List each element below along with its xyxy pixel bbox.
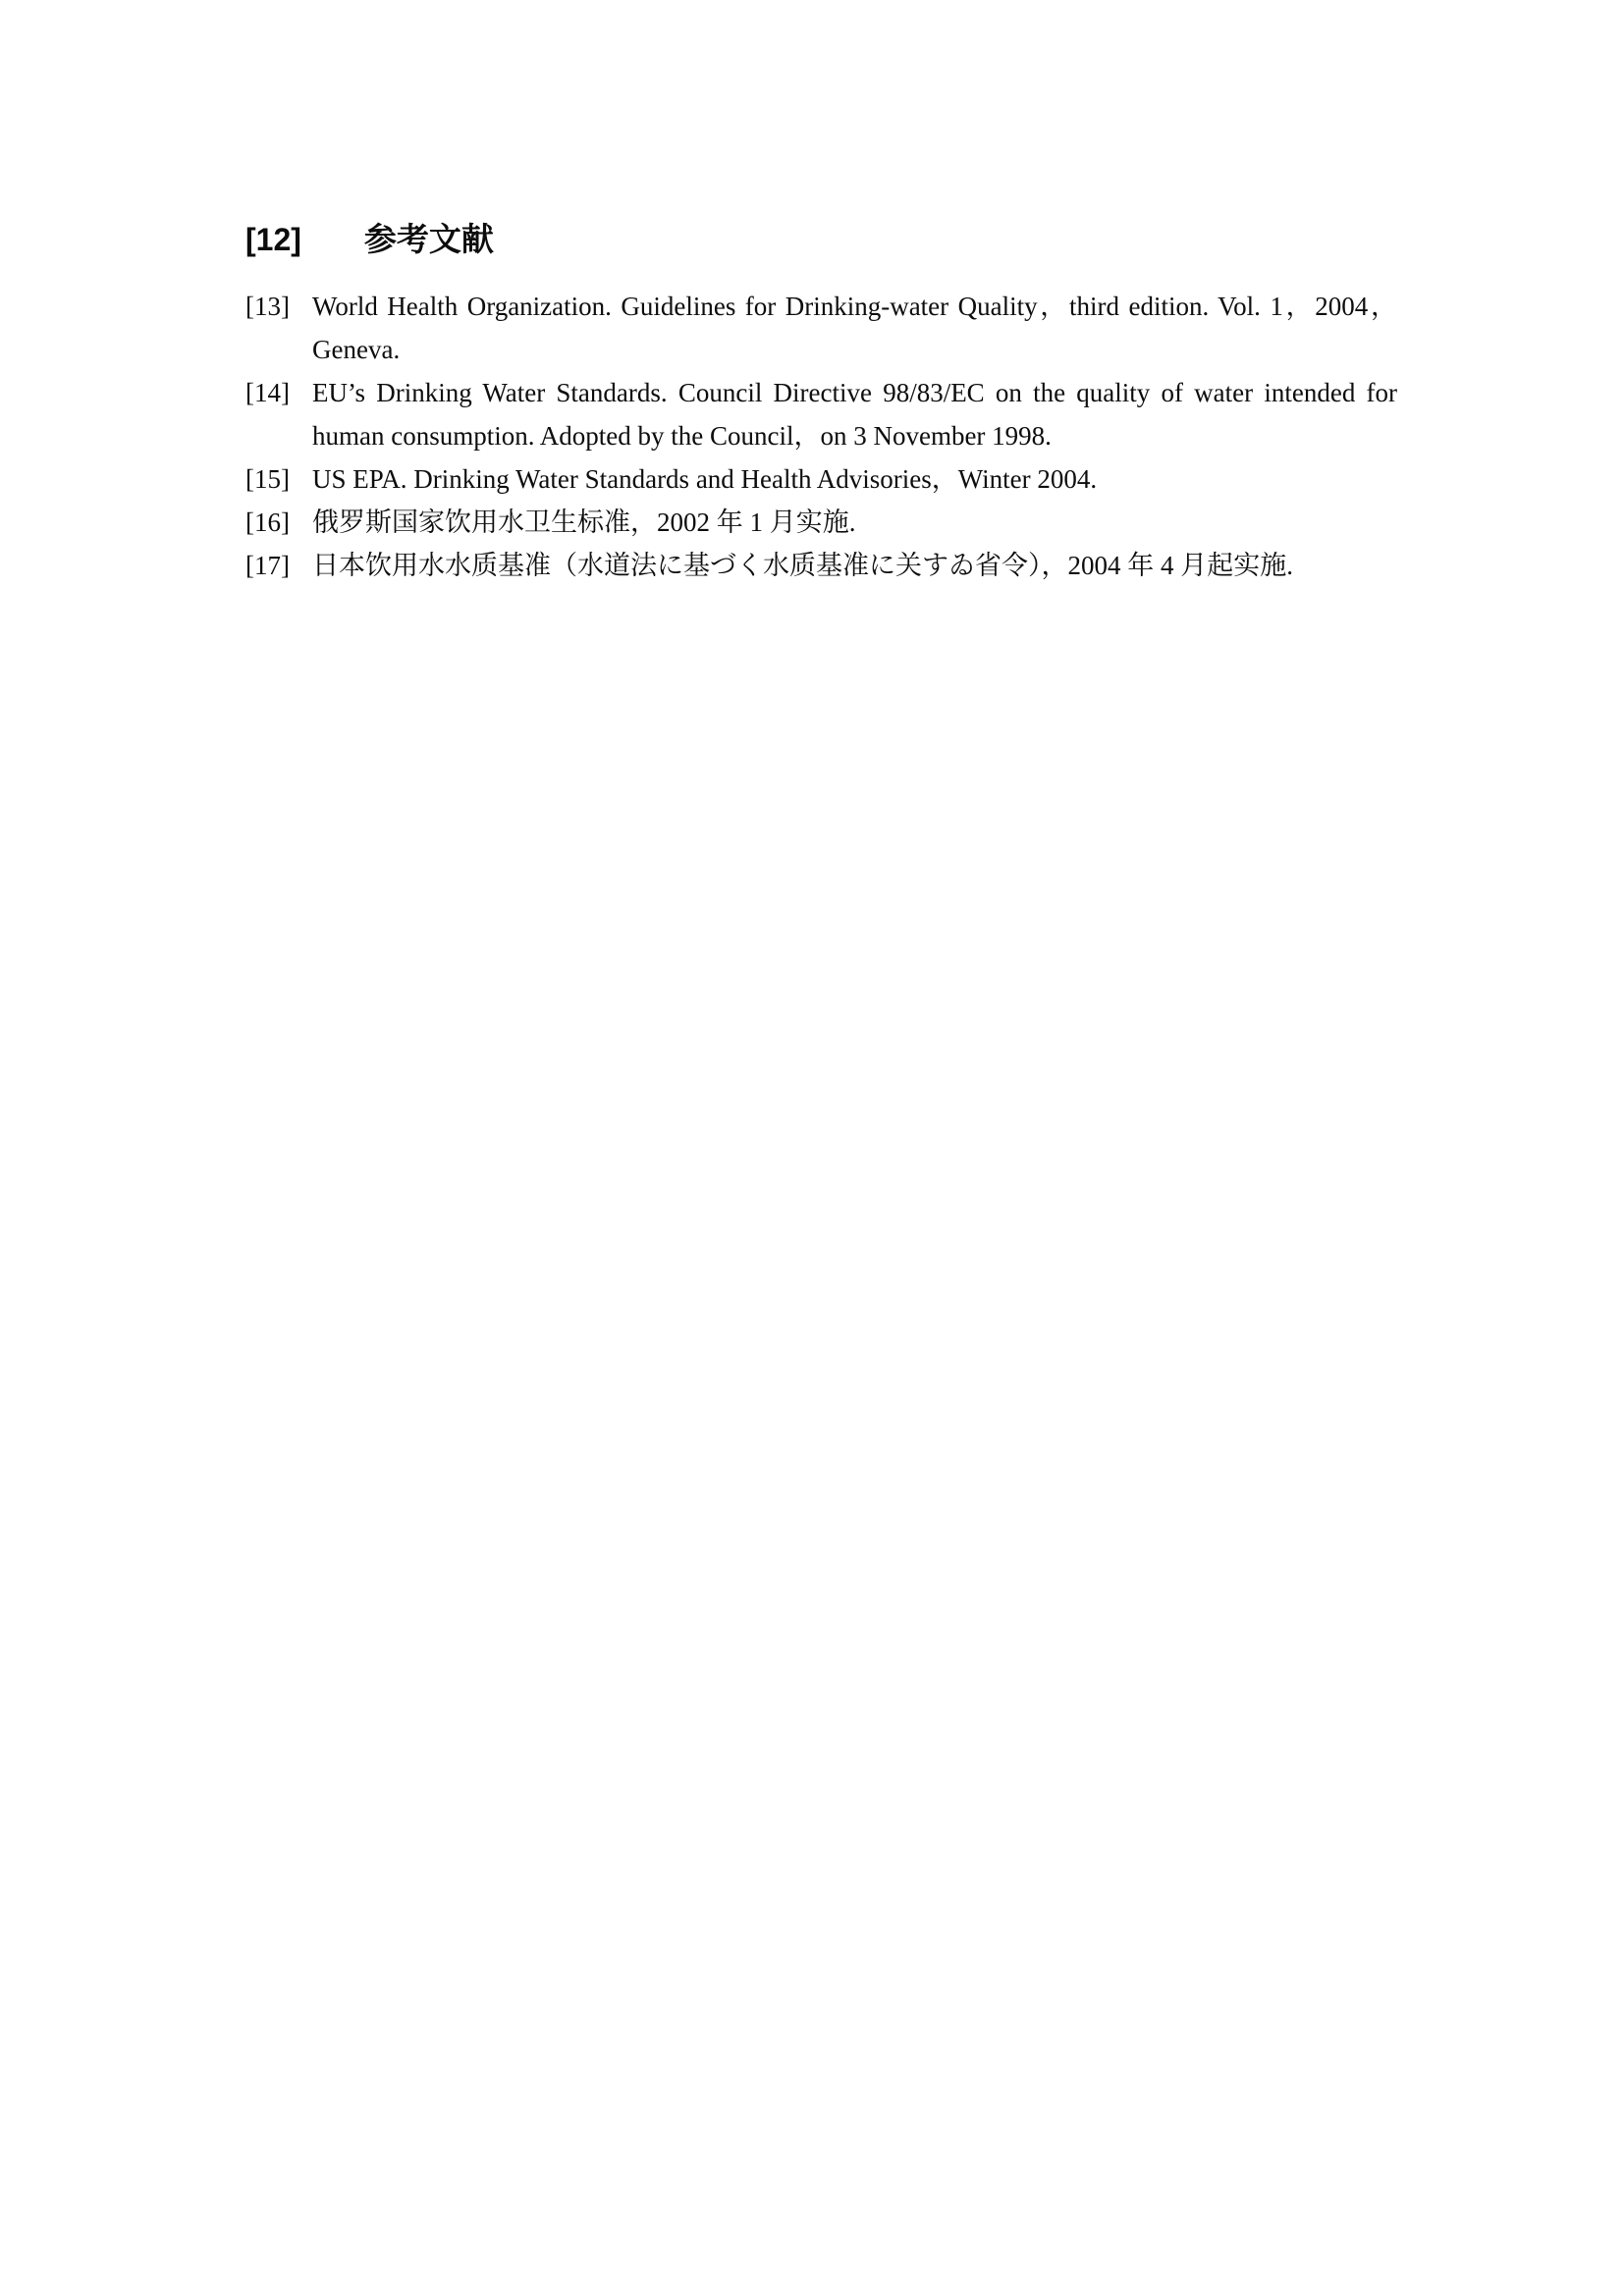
reference-item [245, 371, 1397, 457]
reference-number: [17] [245, 551, 290, 580]
reference-item [245, 501, 1397, 544]
reference-text: US EPA. Drinking Water Standards and Health Advisories，Winter 2004. [312, 464, 1098, 494]
section-title: 参考文献 [363, 221, 494, 257]
reference-text: EU’s Drinking Water Standards. Council Directive 98/83/EC on the quality of water intended for human consumption. Adopted by the Council，on 3 November 1998. [312, 378, 1397, 451]
section-number: [12] [245, 222, 301, 257]
reference-number: [14] [245, 378, 290, 407]
reference-list [245, 285, 1397, 587]
reference-text: 日本饮用水水质基准（水道法に基づく水质基准に关すゐ省令），2004 年 4 月起实施. [312, 551, 1293, 580]
reference-number: [16] [245, 507, 290, 537]
reference-number: [13] [245, 292, 290, 321]
reference-text: World Health Organization. Guidelines for Drinking-water Quality，third edition. Vol. 1，2004，Geneva. [312, 292, 1397, 364]
reference-item [245, 285, 1397, 371]
reference-text: 俄罗斯国家饮用水卫生标准，2002 年 1 月实施. [312, 507, 856, 537]
reference-number: [15] [245, 464, 290, 494]
reference-item [245, 544, 1397, 587]
section-header [245, 220, 494, 259]
reference-item [245, 457, 1397, 501]
